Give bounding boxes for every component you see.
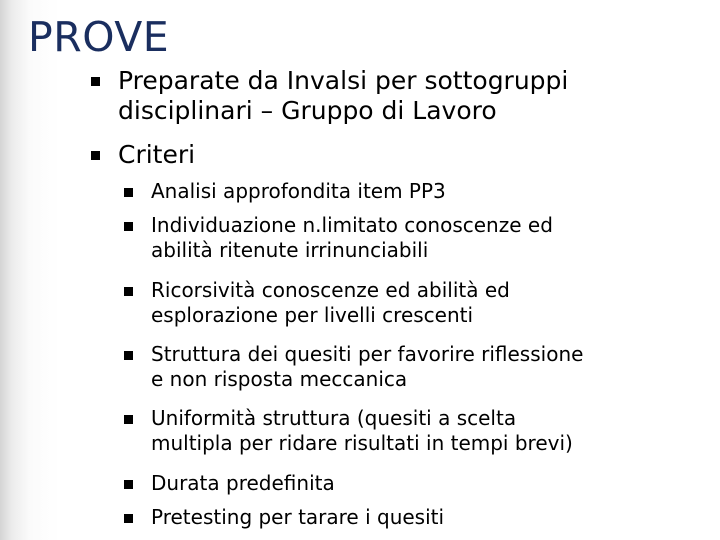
sub-item-struttura	[151, 342, 583, 392]
square-bullet-icon	[124, 480, 133, 489]
slide-title: PROVE	[28, 13, 170, 61]
sub-item-line: Individuazione n.limitato conoscenze ed	[151, 213, 553, 237]
sub-item-individuazione	[151, 213, 553, 263]
bullet-item-preparate	[118, 66, 568, 126]
bullet-item-line: Criteri	[118, 140, 196, 169]
sub-item-ricorsivita	[151, 278, 510, 328]
square-bullet-icon	[91, 151, 100, 160]
sub-item-line: multipla per ridare risultati in tempi brevi)	[151, 431, 573, 455]
square-bullet-icon	[124, 351, 133, 360]
sub-item-line: Ricorsività conoscenze ed abilità ed	[151, 278, 510, 302]
bullet-item-line: disciplinari – Gruppo di Lavoro	[118, 96, 497, 125]
square-bullet-icon	[124, 415, 133, 424]
square-bullet-icon	[124, 188, 133, 197]
sub-item-line: Analisi approfondita item PP3	[151, 179, 446, 203]
square-bullet-icon	[124, 514, 133, 523]
sub-item-line: abilità ritenute irrinunciabili	[151, 238, 429, 262]
sub-item-line: e non risposta meccanica	[151, 367, 408, 391]
sub-item-uniformita	[151, 406, 573, 456]
sub-item-analisi	[151, 179, 446, 204]
square-bullet-icon	[124, 287, 133, 296]
sub-item-line: Struttura dei quesiti per favorire riflessione	[151, 342, 584, 366]
sub-item-line: Pretesting per tarare i quesiti	[151, 505, 445, 529]
sub-item-pretesting	[151, 505, 444, 530]
square-bullet-icon	[124, 222, 133, 231]
sub-item-line: Uniformità struttura (quesiti a scelta	[151, 406, 517, 430]
bullet-item-criteri	[118, 140, 195, 170]
sub-item-durata	[151, 471, 335, 496]
sub-item-line: esplorazione per livelli crescenti	[151, 303, 474, 327]
bullet-item-line: Preparate da Invalsi per sottogruppi	[118, 66, 569, 95]
square-bullet-icon	[91, 77, 100, 86]
sub-item-line: Durata predefinita	[151, 471, 335, 495]
